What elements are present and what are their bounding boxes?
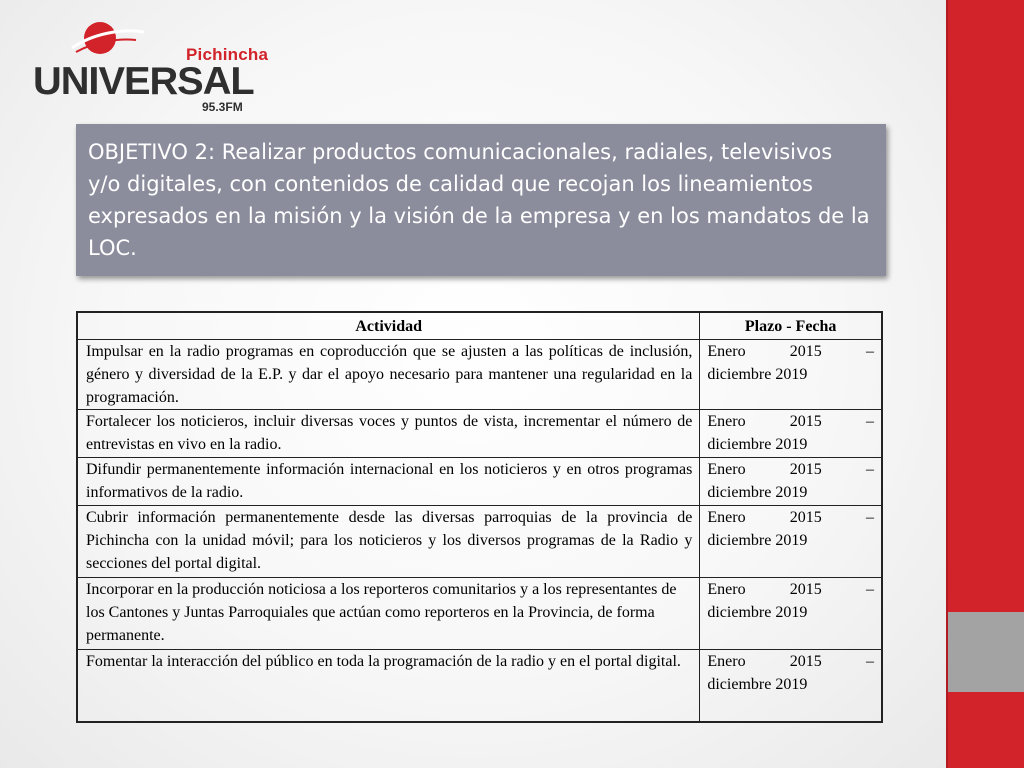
date-dash: – [866, 461, 874, 478]
table-row [78, 650, 882, 722]
side-bar-edge [946, 0, 948, 768]
date-year: 2015 [789, 343, 822, 360]
date-dash: – [866, 581, 874, 598]
deadline-cell [700, 340, 882, 410]
logo-freq-unit: FM [225, 100, 243, 114]
objective-box [76, 124, 886, 276]
deadline-cell [700, 410, 882, 458]
table-row [78, 340, 882, 410]
logo-city: Pichincha [186, 45, 269, 64]
table-row [78, 410, 882, 458]
deadline-cell [700, 578, 882, 650]
side-bar-red-bottom [946, 692, 1024, 768]
objective-text: Realizar productos comunicacionales, radiales, televisivos y/o digitales, con contenidos de calidad que recojan los lineamientos expresados en la misión y la visión de la empresa y en los mandatos de la LOC. [88, 140, 870, 260]
date-start: Enero [707, 653, 746, 670]
date-start: Enero [707, 509, 746, 526]
objective-title: OBJETIVO 2: [88, 140, 216, 164]
activities-table [76, 311, 883, 723]
date-dash: – [866, 413, 874, 430]
date-end: diciembre 2019 [707, 484, 808, 501]
logo-frequency [202, 100, 243, 114]
activity-cell: Incorporar en la producción noticiosa a los reporteros comunitarios y a los representantes de los Cantones y Juntas Parroquiales que actúan como reporteros en la Provincia, de forma permanente. [78, 578, 700, 650]
activity-cell: Fortalecer los noticieros, incluir diversas voces y puntos de vista, incrementar el número de entrevistas en vivo en la radio. [78, 410, 700, 458]
date-year: 2015 [789, 653, 822, 670]
activity-cell: Difundir permanentemente información internacional en los noticieros y en otros programas informativos de la radio. [78, 458, 700, 506]
header-activity: Actividad [78, 313, 700, 340]
date-dash: – [866, 343, 874, 360]
deadline-cell [700, 458, 882, 506]
activity-cell: Cubrir información permanentemente desde las diversas parroquias de la provincia de Pichincha con la unidad móvil; para los noticieros y los diversos programas de la Radio y secciones del portal digital. [78, 506, 700, 578]
table-row [78, 578, 882, 650]
date-end: diciembre 2019 [707, 676, 808, 693]
deadline-cell [700, 506, 882, 578]
activity-cell: Impulsar en la radio programas en coproducción que se ajusten a las políticas de inclusión, género y diversidad de la E.P. y dar el apoyo necesario para mantener una regularidad en la programación. [78, 340, 700, 410]
date-dash: – [866, 509, 874, 526]
side-bar-red [946, 0, 1024, 612]
activity-cell: Fomentar la interacción del público en toda la programación de la radio y en el portal digital. [78, 650, 700, 722]
date-end: diciembre 2019 [707, 436, 808, 453]
date-end: diciembre 2019 [707, 366, 808, 383]
date-dash: – [866, 653, 874, 670]
date-year: 2015 [789, 461, 822, 478]
date-start: Enero [707, 343, 746, 360]
deadline-cell [700, 650, 882, 722]
table-row [78, 506, 882, 578]
header-deadline: Plazo - Fecha [700, 313, 882, 340]
date-year: 2015 [789, 509, 822, 526]
logo-brand: UNIVERSAL [33, 60, 254, 103]
table-row [78, 458, 882, 506]
date-start: Enero [707, 581, 746, 598]
radio-logo [32, 18, 269, 114]
date-year: 2015 [789, 581, 822, 598]
date-start: Enero [707, 413, 746, 430]
date-end: diciembre 2019 [707, 604, 808, 621]
date-year: 2015 [789, 413, 822, 430]
side-bar-gray [946, 612, 1024, 692]
table-header-row [78, 313, 882, 340]
date-start: Enero [707, 461, 746, 478]
logo-freq-number: 95.3 [202, 100, 226, 114]
date-end: diciembre 2019 [707, 532, 808, 549]
